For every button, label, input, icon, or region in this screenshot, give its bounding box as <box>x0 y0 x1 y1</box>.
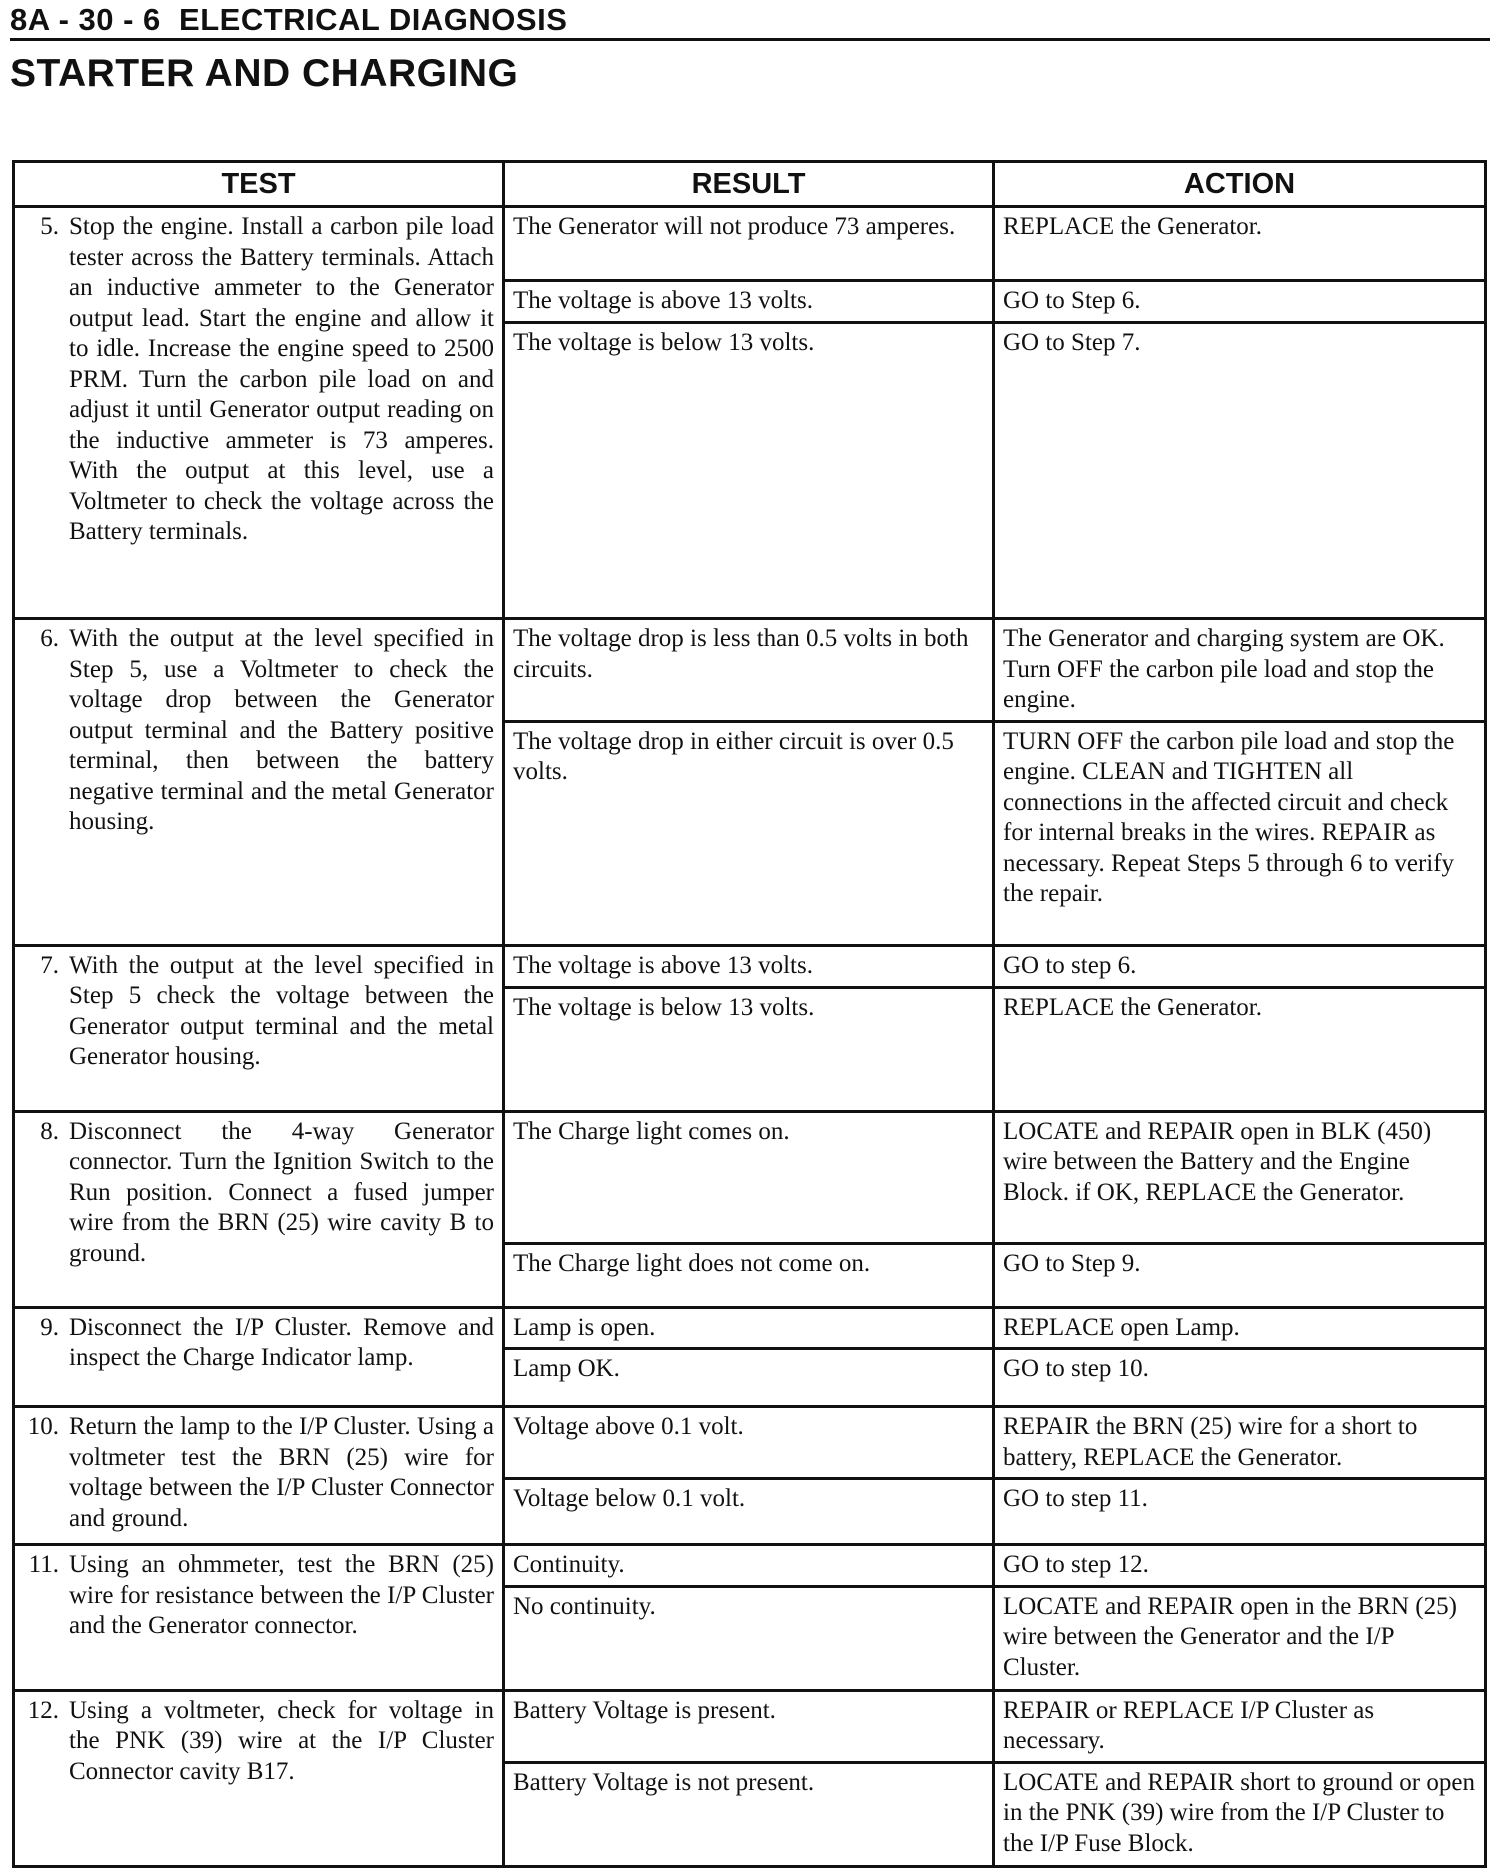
table-row <box>14 945 1486 987</box>
table-row <box>14 1545 1486 1587</box>
test-text: Stop the engine. Install a carbon pile load tester across the Battery terminals. Attach an inductive ammeter to the Generator output lead. Start the engine and allow it to idle. Increase the engine speed to 2500 PRM. Turn the carbon pile load on and adjust it until Generator output reading on the inductive ammeter is 73 amperes. With the output at this level, use a Voltmeter to check the voltage across the Battery terminals. <box>69 213 494 545</box>
table-row <box>14 1307 1486 1349</box>
result-cell: The Charge light comes on. <box>504 1111 994 1243</box>
result-cell: The Charge light does not come on. <box>504 1243 994 1307</box>
test-cell <box>14 1545 504 1691</box>
result-cell: Voltage above 0.1 volt. <box>504 1407 994 1479</box>
test-cell <box>14 619 504 946</box>
action-cell: GO to Step 9. <box>994 1243 1486 1307</box>
result-cell: The voltage is below 13 volts. <box>504 987 994 1111</box>
test-text: Using an ohmmeter, test the BRN (25) wire for resistance between the I/P Cluster and the Generator connector. <box>69 1551 494 1639</box>
result-cell: Lamp OK. <box>504 1349 994 1407</box>
action-cell: LOCATE and REPAIR open in the BRN (25) wire between the Generator and the I/P Cluster. <box>994 1586 1486 1690</box>
test-text: With the output at the level specified in Step 5, use a Voltmeter to check the voltage drop between the Generator output terminal and the Battery positive terminal, then between the battery negative terminal and the metal Generator housing. <box>69 625 494 835</box>
result-cell: Voltage below 0.1 volt. <box>504 1479 994 1545</box>
column-header-test: TEST <box>14 162 504 207</box>
step-number: 6. <box>40 625 59 652</box>
test-cell <box>14 1111 504 1307</box>
result-cell: The voltage is below 13 volts. <box>504 323 994 619</box>
table-header-row <box>14 162 1486 207</box>
diagnosis-table <box>12 160 1487 1868</box>
section-name: ELECTRICAL DIAGNOSIS <box>179 2 568 37</box>
page-title: STARTER AND CHARGING <box>10 52 519 95</box>
column-header-action: ACTION <box>994 162 1486 207</box>
column-header-result: RESULT <box>504 162 994 207</box>
page-reference: 8A - 30 - 6 <box>10 2 161 37</box>
header-rule <box>10 38 1490 41</box>
result-cell: Lamp is open. <box>504 1307 994 1349</box>
result-cell: Battery Voltage is present. <box>504 1690 994 1762</box>
action-cell: GO to Step 7. <box>994 323 1486 619</box>
table-row <box>14 619 1486 722</box>
test-cell <box>14 1407 504 1545</box>
action-cell: REPLACE the Generator. <box>994 987 1486 1111</box>
test-text: Disconnect the I/P Cluster. Remove and inspect the Charge Indicator lamp. <box>69 1313 494 1371</box>
page-header <box>10 2 1490 38</box>
action-cell: REPAIR or REPLACE I/P Cluster as necessary. <box>994 1690 1486 1762</box>
result-cell: The voltage is above 13 volts. <box>504 945 994 987</box>
action-cell: GO to step 6. <box>994 945 1486 987</box>
action-cell: GO to step 11. <box>994 1479 1486 1545</box>
table-row <box>14 1407 1486 1479</box>
step-number: 10. <box>27 1413 59 1440</box>
action-cell: GO to step 10. <box>994 1349 1486 1407</box>
action-cell: LOCATE and REPAIR open in BLK (450) wire between the Battery and the Engine Block. if OK, REPLACE the Generator. <box>994 1111 1486 1243</box>
test-cell <box>14 945 504 1111</box>
test-text: Disconnect the 4-way Generator connector. Turn the Ignition Switch to the Run position. Connect a fused jumper wire from the BRN (25) wire cavity B to ground. <box>69 1117 494 1267</box>
test-text: With the output at the level specified in Step 5 check the voltage between the Generator output terminal and the metal Generator housing. <box>69 951 494 1070</box>
action-cell: REPLACE open Lamp. <box>994 1307 1486 1349</box>
table-row <box>14 1111 1486 1243</box>
table-row <box>14 207 1486 281</box>
test-text: Using a voltmeter, check for voltage in the PNK (39) wire at the I/P Cluster Connector cavity B17. <box>69 1696 494 1785</box>
action-cell: GO to step 12. <box>994 1545 1486 1587</box>
step-number: 9. <box>40 1313 59 1341</box>
result-cell: No continuity. <box>504 1586 994 1690</box>
result-cell: Battery Voltage is not present. <box>504 1762 994 1866</box>
step-number: 11. <box>28 1551 59 1578</box>
result-cell: The Generator will not produce 73 amperes. <box>504 207 994 281</box>
result-cell: The voltage drop in either circuit is over 0.5 volts. <box>504 721 994 945</box>
step-number: 7. <box>40 951 59 979</box>
action-cell: REPLACE the Generator. <box>994 207 1486 281</box>
result-cell: The voltage is above 13 volts. <box>504 281 994 323</box>
step-number: 5. <box>40 213 59 240</box>
test-cell <box>14 1690 504 1866</box>
test-text: Return the lamp to the I/P Cluster. Using a voltmeter test the BRN (25) wire for voltage between the I/P Cluster Connector and ground. <box>69 1413 494 1532</box>
test-cell <box>14 1307 504 1407</box>
test-cell <box>14 207 504 619</box>
step-number: 8. <box>40 1117 59 1145</box>
table-row <box>14 1690 1486 1762</box>
step-number: 12. <box>27 1696 59 1724</box>
result-cell: Continuity. <box>504 1545 994 1587</box>
result-cell: The voltage drop is less than 0.5 volts in both circuits. <box>504 619 994 722</box>
action-cell: GO to Step 6. <box>994 281 1486 323</box>
action-cell: LOCATE and REPAIR short to ground or open in the PNK (39) wire from the I/P Cluster to the I/P Fuse Block. <box>994 1762 1486 1866</box>
action-cell: REPAIR the BRN (25) wire for a short to battery, REPLACE the Generator. <box>994 1407 1486 1479</box>
action-cell: TURN OFF the carbon pile load and stop the engine. CLEAN and TIGHTEN all connections in the affected circuit and check for internal breaks in the wires. REPAIR as necessary. Repeat Steps 5 through 6 to verify the repair. <box>994 721 1486 945</box>
action-cell: The Generator and charging system are OK. Turn OFF the carbon pile load and stop the engine. <box>994 619 1486 722</box>
